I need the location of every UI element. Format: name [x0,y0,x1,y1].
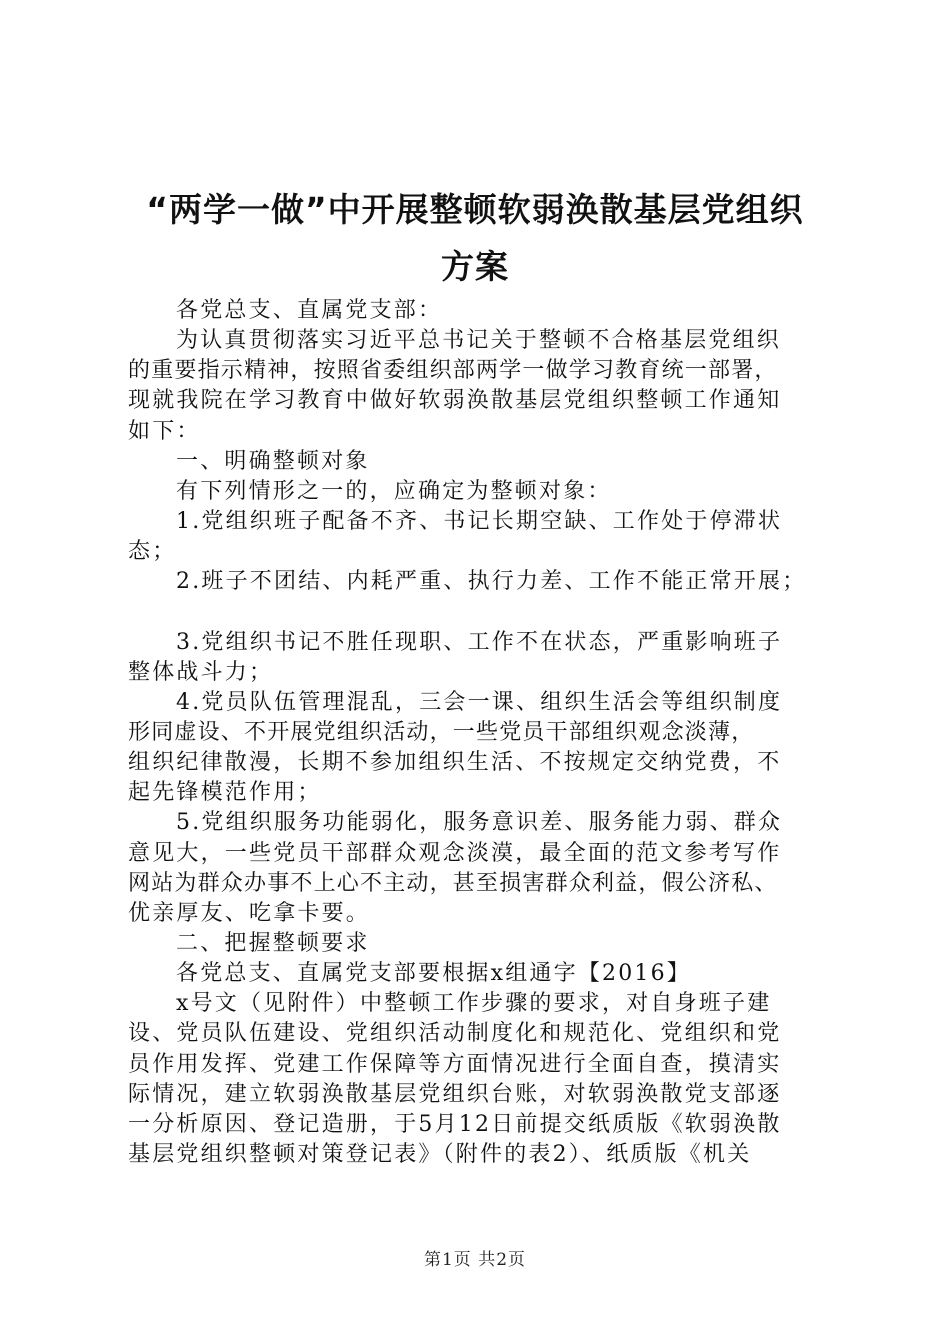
paragraph-line: 员作用发挥、党建工作保障等方面情况进行全面自查，摸清实 [128,1051,782,1077]
document-body [128,296,848,1170]
list-item-line: 态； [128,539,177,565]
list-item-line: 形同虚设、不开展党组织活动，一些党员干部组织观念淡薄， [128,719,755,745]
list-item-line: 组织纪律散漫，长期不参加组织生活、不按规定交纳党费，不 [128,750,782,776]
paragraph-line: 的重要指示精神，按照省委组织部两学一做学习教育统一部署， [128,358,778,384]
list-item-line: 3.党组织书记不胜任现职、工作不在状态，严重影响班子 [176,629,783,655]
list-item-line: 1.党组织班子配备不齐、书记长期空缺、工作处于停滞状 [176,508,783,534]
paragraph-line: 各党总支、直属党支部要根据x组通字【2016】 [176,961,691,987]
section-heading: 二、把握整顿要求 [176,930,370,956]
document-title-line-2: 方案 [441,247,509,286]
paragraph-line: 现就我院在学习教育中做好软弱涣散基层党组织整顿工作通知 [128,388,782,414]
paragraph-line: x号文（见附件）中整顿工作步骤的要求，对自身班子建 [176,991,772,1017]
list-item-line: 优亲厚友、吃拿卡要。 [128,900,371,926]
paragraph-line: 有下列情形之一的，应确定为整顿对象： [176,478,612,504]
page-number-footer: 第1页 共2页 [423,1250,527,1270]
list-item-line: 意见大，一些党员干部群众观念淡漠，最全面的范文参考写作 [128,840,782,866]
paragraph-line: 如下： [128,418,201,444]
section-heading: 一、明确整顿对象 [176,448,370,474]
paragraph-line: 一分析原因、登记造册，于5月12日前提交纸质版《软弱涣散 [128,1111,782,1137]
paragraph-line: 各党总支、直属党支部： [176,298,443,323]
list-item-line: 4.党员队伍管理混乱，三会一课、组织生活会等组织制度 [176,689,783,715]
list-item-line: 2.班子不团结、内耗严重、执行力差、工作不能正常开展； [176,569,807,595]
list-item-line: 整体战斗力； [128,659,274,685]
document-title-line-1: “两学一做”中开展整顿软弱涣散基层党组织 [146,190,804,229]
list-item-line: 起先锋模范作用； [128,780,322,806]
list-item-line: 网站为群众办事不上心不主动，甚至损害群众利益，假公济私、 [128,870,778,896]
paragraph-line: 设、党员队伍建设、党组织活动制度化和规范化、党组织和党 [128,1021,782,1047]
paragraph-line: 基层党组织整顿对策登记表》（附件的表2）、纸质版《机关 [128,1141,752,1167]
list-item-line: 5.党组织服务功能弱化，服务意识差、服务能力弱、群众 [176,810,783,836]
blank-line [128,597,848,627]
paragraph-line: 为认真贯彻落实习近平总书记关于整顿不合格基层党组织 [176,328,782,354]
paragraph-line: 际情况，建立软弱涣散基层党组织台账，对软弱涣散党支部逐 [128,1081,782,1107]
